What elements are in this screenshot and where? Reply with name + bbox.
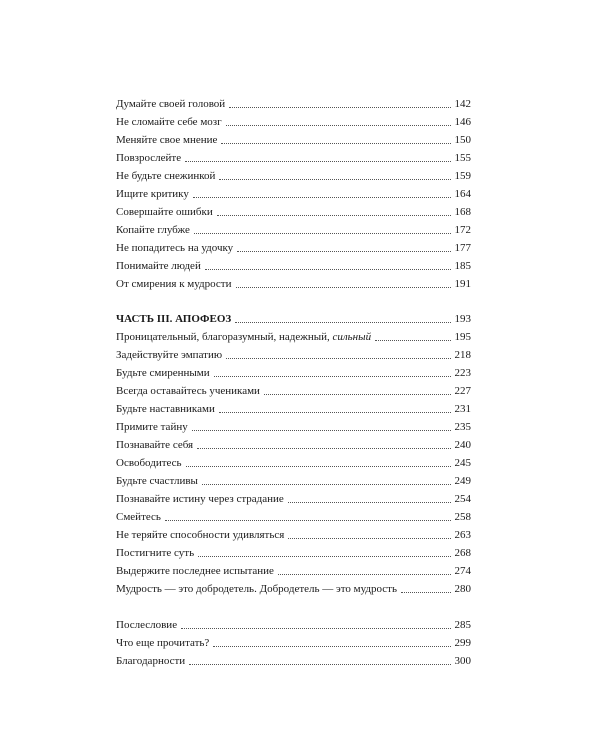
toc-entry-title: Выдержите последнее испытание <box>116 565 274 577</box>
leader-dots <box>181 627 450 629</box>
leader-dots <box>288 501 451 503</box>
toc-page-number: 258 <box>454 511 471 523</box>
toc-entry-title: Думайте своей головой <box>116 98 226 110</box>
toc-entry-title: Совершайте ошибки <box>116 206 213 218</box>
toc-group-chapters-2 <box>116 346 471 598</box>
toc-part-3[interactable] <box>116 310 471 328</box>
toc-page-number: 185 <box>454 260 471 272</box>
toc-page-number: 142 <box>454 98 471 110</box>
toc-page-number: 249 <box>454 475 471 487</box>
leader-dots <box>213 645 450 647</box>
leader-dots <box>401 591 450 593</box>
leader-dots <box>221 142 450 144</box>
leader-dots <box>202 483 451 485</box>
toc-entry-title: Не теряйте способности удивляться <box>116 529 285 541</box>
toc-entry-title: Повзрослейте <box>116 152 182 164</box>
toc-page-number: 227 <box>454 385 471 397</box>
toc-entry[interactable] <box>116 580 471 598</box>
leader-dots <box>189 663 450 665</box>
toc-entry-title: Не сломайте себе мозг <box>116 116 222 128</box>
toc-page-number: 300 <box>454 655 471 667</box>
toc-entry-title: Будьте наставниками <box>116 403 215 415</box>
toc-page-number: 168 <box>454 206 471 218</box>
toc-entry[interactable] <box>116 382 471 400</box>
toc-group-chapters-1 <box>116 95 471 293</box>
toc-entry[interactable] <box>116 526 471 544</box>
toc-page-number: 263 <box>454 529 471 541</box>
toc-entry-title: Что еще прочитать? <box>116 637 210 649</box>
toc-page-number: 177 <box>454 242 471 254</box>
toc-page-number: 146 <box>454 116 471 128</box>
toc-entry[interactable] <box>116 185 471 203</box>
toc-page-number: 268 <box>454 547 471 559</box>
toc-entry-title: Копайте глубже <box>116 224 190 236</box>
toc-page-number: 235 <box>454 421 471 433</box>
toc-page-number: 254 <box>454 493 471 505</box>
toc-page-number: 223 <box>454 367 471 379</box>
toc-entry[interactable] <box>116 203 471 221</box>
toc-page-number: 299 <box>454 637 471 649</box>
toc-entry-title: От смирения к мудрости <box>116 278 232 290</box>
toc-entry-title: Познавайте себя <box>116 439 194 451</box>
toc-entry-title: Познавайте истину через страдание <box>116 493 284 505</box>
toc-part-title: ЧАСТЬ III. АПОФЕОЗ <box>116 313 232 325</box>
toc-entry[interactable] <box>116 454 471 472</box>
toc-entry-title: Понимайте людей <box>116 260 201 272</box>
toc-entry[interactable] <box>116 131 471 149</box>
toc-page-number: 218 <box>454 349 471 361</box>
toc-entry-title: Всегда оставайтесь учениками <box>116 385 260 397</box>
toc-entry[interactable] <box>116 418 471 436</box>
leader-dots <box>288 537 450 539</box>
toc-page-number: 280 <box>454 583 471 595</box>
toc-entry[interactable] <box>116 221 471 239</box>
toc-page-number: 240 <box>454 439 471 451</box>
leader-dots <box>375 339 450 341</box>
toc-entry[interactable] <box>116 472 471 490</box>
toc-page-number: 155 <box>454 152 471 164</box>
toc-page-number: 172 <box>454 224 471 236</box>
toc-entry[interactable] <box>116 257 471 275</box>
toc-page-number: 164 <box>454 188 471 200</box>
toc-entry[interactable] <box>116 364 471 382</box>
toc-entry-title: Ищите критику <box>116 188 189 200</box>
toc-entry[interactable] <box>116 275 471 293</box>
leader-dots <box>197 447 450 449</box>
toc-page-number: 159 <box>454 170 471 182</box>
toc-entry[interactable] <box>116 616 471 634</box>
toc-page-number: 193 <box>454 313 471 325</box>
toc-entry[interactable] <box>116 400 471 418</box>
toc-entry-title: Освободитесь <box>116 457 182 469</box>
toc-entry[interactable] <box>116 346 471 364</box>
leader-dots <box>192 429 451 431</box>
leader-dots <box>185 160 450 162</box>
toc-page-number: 245 <box>454 457 471 469</box>
table-of-contents <box>116 95 471 670</box>
leader-dots <box>217 214 451 216</box>
toc-group-backmatter <box>116 616 471 670</box>
toc-entry-title: Примите тайну <box>116 421 188 433</box>
toc-entry[interactable] <box>116 167 471 185</box>
toc-page-number: 195 <box>454 331 471 343</box>
leader-dots <box>165 519 451 521</box>
leader-dots <box>235 321 450 323</box>
toc-entry-title: Не попадитесь на удочку <box>116 242 234 254</box>
toc-page-number: 285 <box>454 619 471 631</box>
leader-dots <box>205 268 451 270</box>
toc-entry[interactable] <box>116 544 471 562</box>
toc-entry[interactable] <box>116 113 471 131</box>
toc-entry-title: Будьте счастливы <box>116 475 198 487</box>
leader-dots <box>219 178 450 180</box>
leader-dots <box>198 555 450 557</box>
toc-entry-title: Постигните суть <box>116 547 195 559</box>
toc-entry[interactable] <box>116 95 471 113</box>
toc-entry[interactable] <box>116 634 471 652</box>
toc-entry-title: Будьте смиренными <box>116 367 210 379</box>
leader-dots <box>278 573 451 575</box>
leader-dots <box>236 286 451 288</box>
leader-dots <box>264 393 451 395</box>
toc-entry[interactable] <box>116 239 471 257</box>
toc-entry-title: Мудрость — это добродетель. Добродетель — это мудрость <box>116 583 398 595</box>
leader-dots <box>226 357 450 359</box>
leader-dots <box>193 196 451 198</box>
toc-entry[interactable] <box>116 328 471 346</box>
toc-entry-title: Меняйте свое мнение <box>116 134 218 146</box>
toc-page-number: 150 <box>454 134 471 146</box>
leader-dots <box>226 124 451 126</box>
toc-entry-title: Проницательный, благоразумный, надежный, сильный <box>116 331 372 343</box>
toc-page-number: 191 <box>454 278 471 290</box>
toc-entry[interactable] <box>116 436 471 454</box>
leader-dots <box>229 106 450 108</box>
toc-page-number: 274 <box>454 565 471 577</box>
leader-dots <box>219 411 451 413</box>
leader-dots <box>194 232 451 234</box>
toc-page-number: 231 <box>454 403 471 415</box>
toc-entry[interactable] <box>116 562 471 580</box>
leader-dots <box>186 465 451 467</box>
toc-entry-title: Не будьте снежинкой <box>116 170 216 182</box>
leader-dots <box>237 250 450 252</box>
toc-entry-title: Благодарности <box>116 655 186 667</box>
toc-entry[interactable] <box>116 652 471 670</box>
leader-dots <box>214 375 451 377</box>
toc-entry[interactable] <box>116 508 471 526</box>
toc-entry[interactable] <box>116 490 471 508</box>
toc-entry-title: Смейтесь <box>116 511 161 523</box>
toc-entry-title: Послесловие <box>116 619 178 631</box>
toc-entry-title: Задействуйте эмпатию <box>116 349 223 361</box>
toc-entry[interactable] <box>116 149 471 167</box>
